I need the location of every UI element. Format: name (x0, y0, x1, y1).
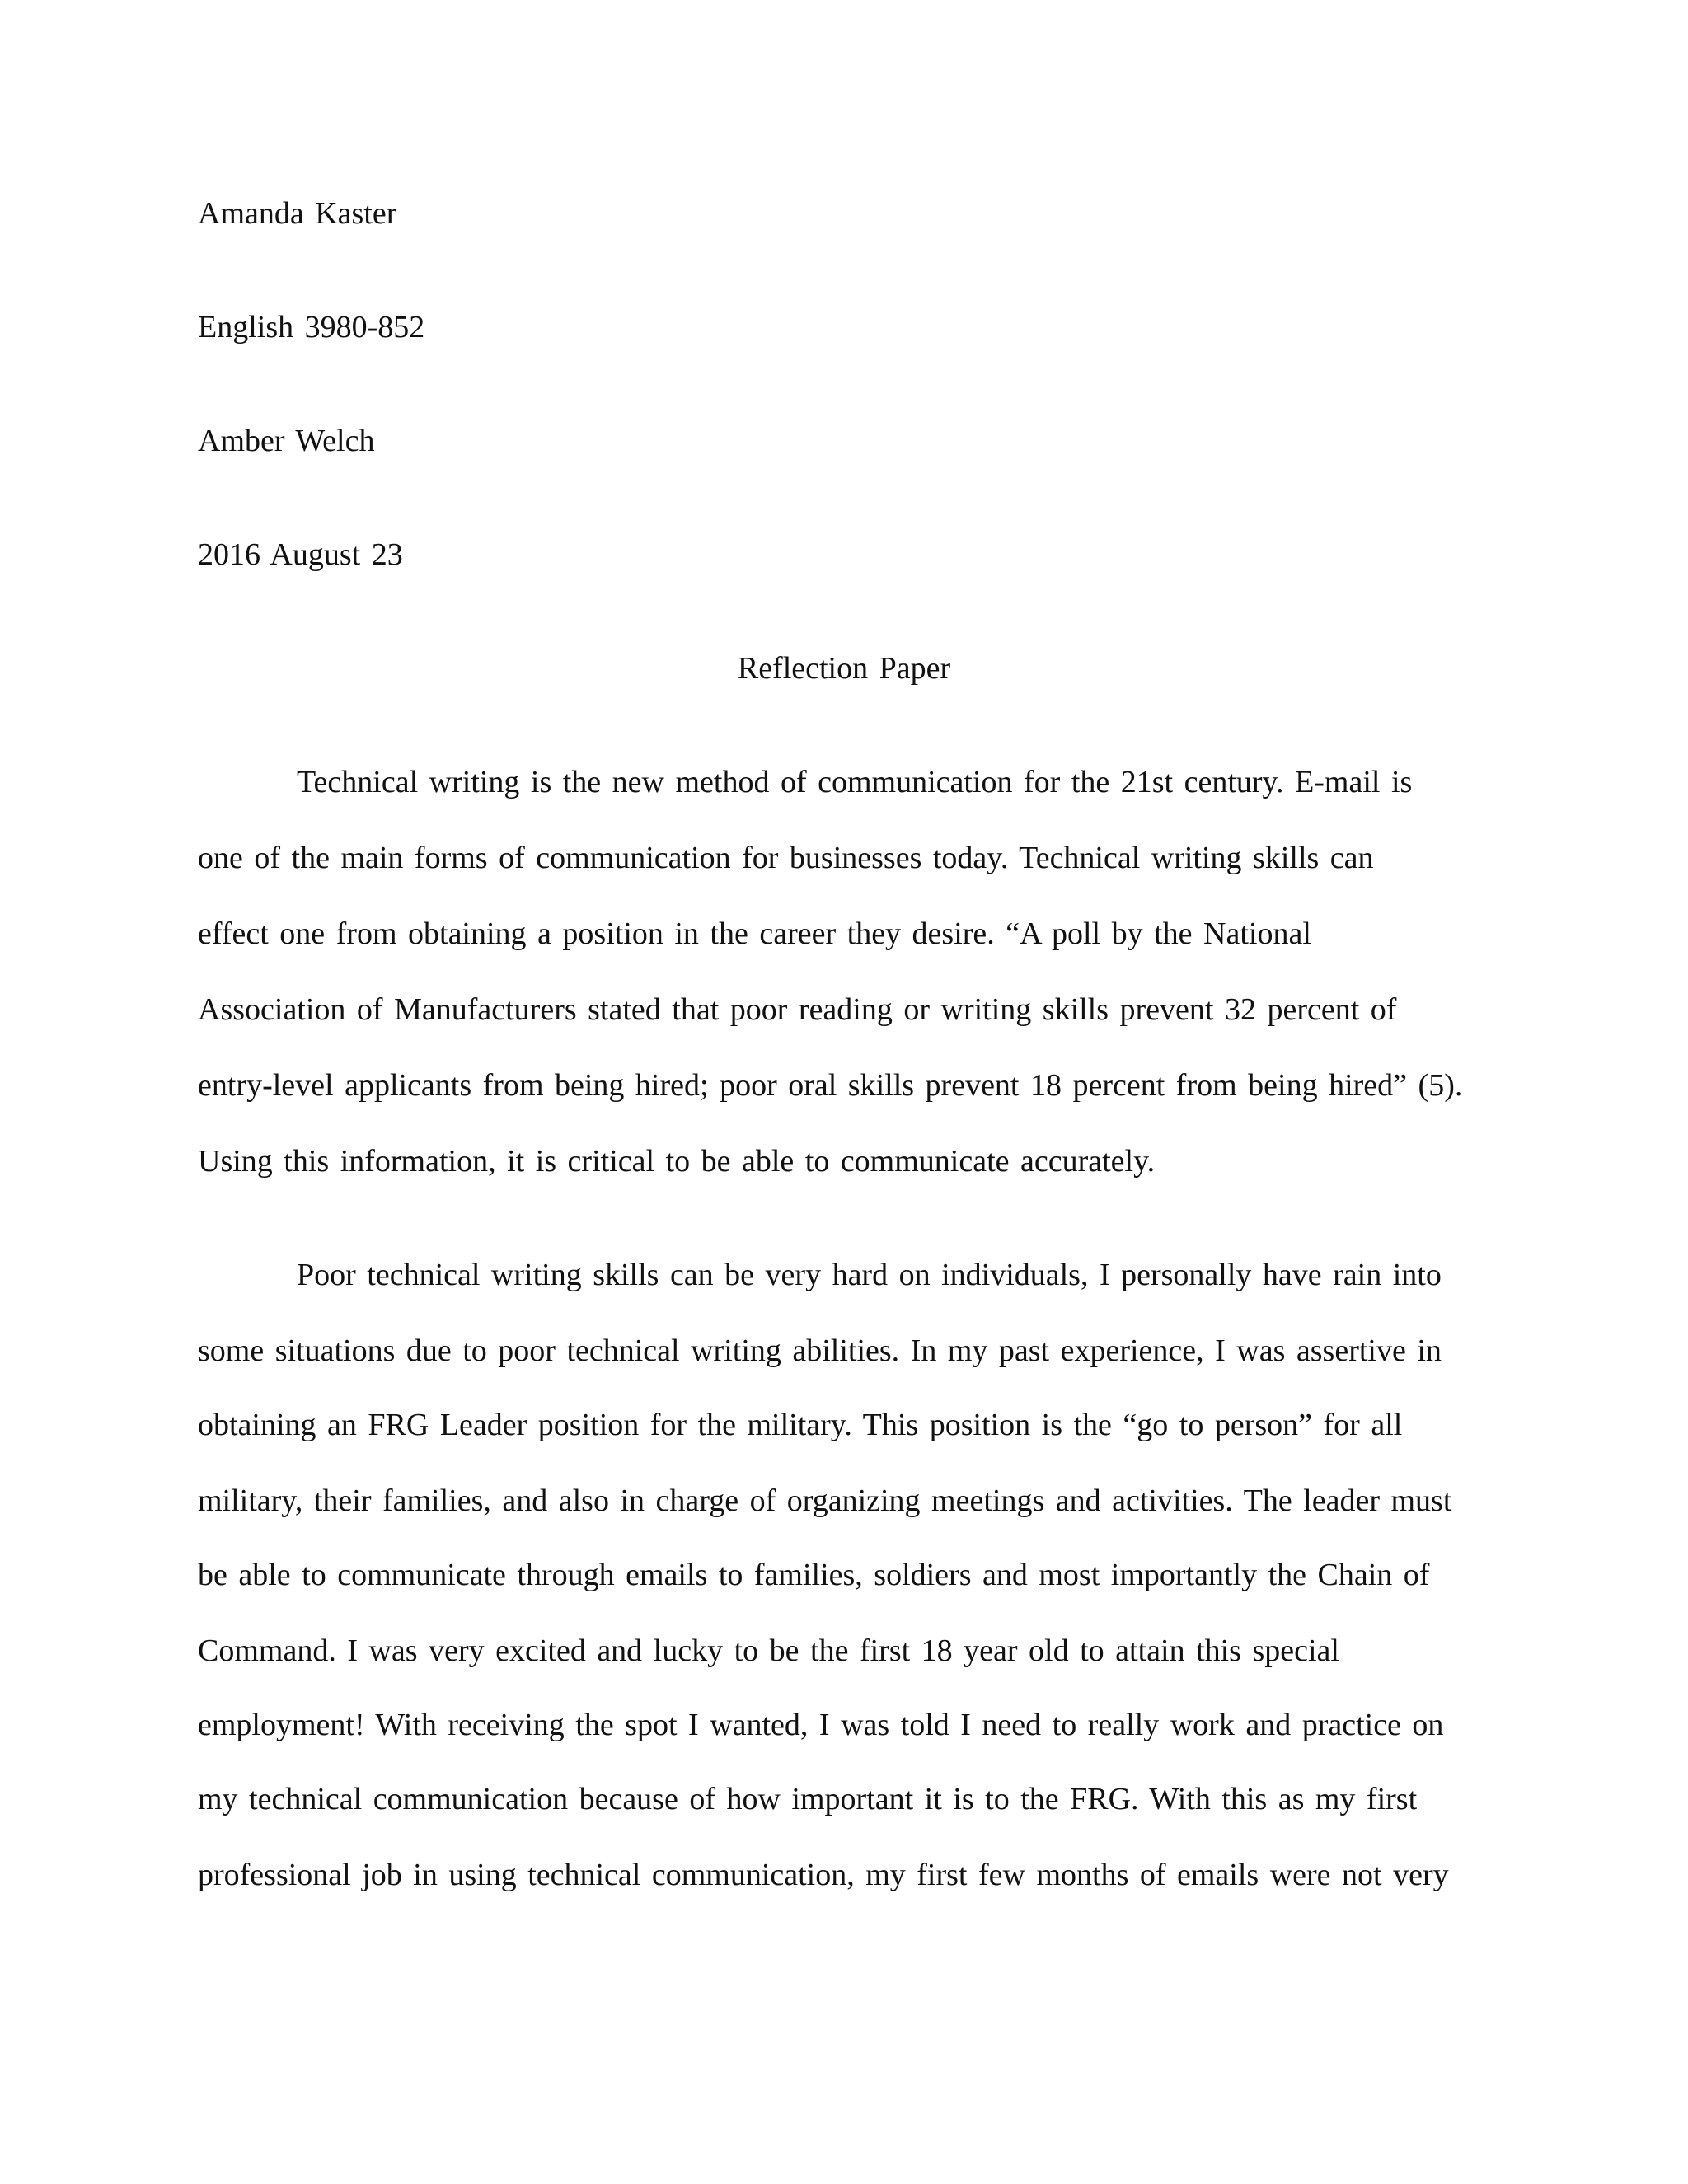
course-number: English 3980-852 (198, 310, 425, 344)
paragraph-line: obtaining an FRG Leader position for the military. This position is the “go to person” for all (198, 1408, 1403, 1442)
paragraph-line: my technical communication because of how important it is to the FRG. With this as my first (198, 1782, 1418, 1816)
paragraph-line: effect one from obtaining a position in the career they desire. “A poll by the National (198, 916, 1311, 951)
paragraph-line: professional job in using technical communication, my first few months of emails were not very (198, 1858, 1449, 1892)
paragraph-line: Poor technical writing skills can be very hard on individuals, I personally have rain into (297, 1258, 1442, 1292)
paragraph-line: entry-level applicants from being hired; poor oral skills prevent 18 percent from being hired” (5). (198, 1068, 1463, 1103)
paragraph-line: employment! With receiving the spot I wanted, I was told I need to really work and practice on (198, 1708, 1444, 1742)
paragraph-line: Command. I was very excited and lucky to be the first 18 year old to attain this special (198, 1633, 1339, 1668)
paragraph-line: Association of Manufacturers stated that poor reading or writing skills prevent 32 percent of (198, 992, 1397, 1027)
paragraph-line: Using this information, it is critical to be able to communicate accurately. (198, 1144, 1156, 1179)
paragraph-line: Technical writing is the new method of communication for the 21st century. E-mail is (297, 765, 1413, 799)
paragraph-line: be able to communicate through emails to families, soldiers and most importantly the Chain of (198, 1558, 1430, 1592)
date-line: 2016 August 23 (198, 537, 403, 572)
instructor-name: Amber Welch (198, 424, 375, 458)
paragraph-line: military, their families, and also in charge of organizing meetings and activities. The leader must (198, 1483, 1452, 1518)
paragraph-line: one of the main forms of communication for businesses today. Technical writing skills can (198, 841, 1374, 875)
author-name: Amanda Kaster (198, 196, 397, 231)
paper-title: Reflection Paper (737, 651, 951, 686)
paragraph-line: some situations due to poor technical writing abilities. In my past experience, I was assertive in (198, 1333, 1442, 1368)
